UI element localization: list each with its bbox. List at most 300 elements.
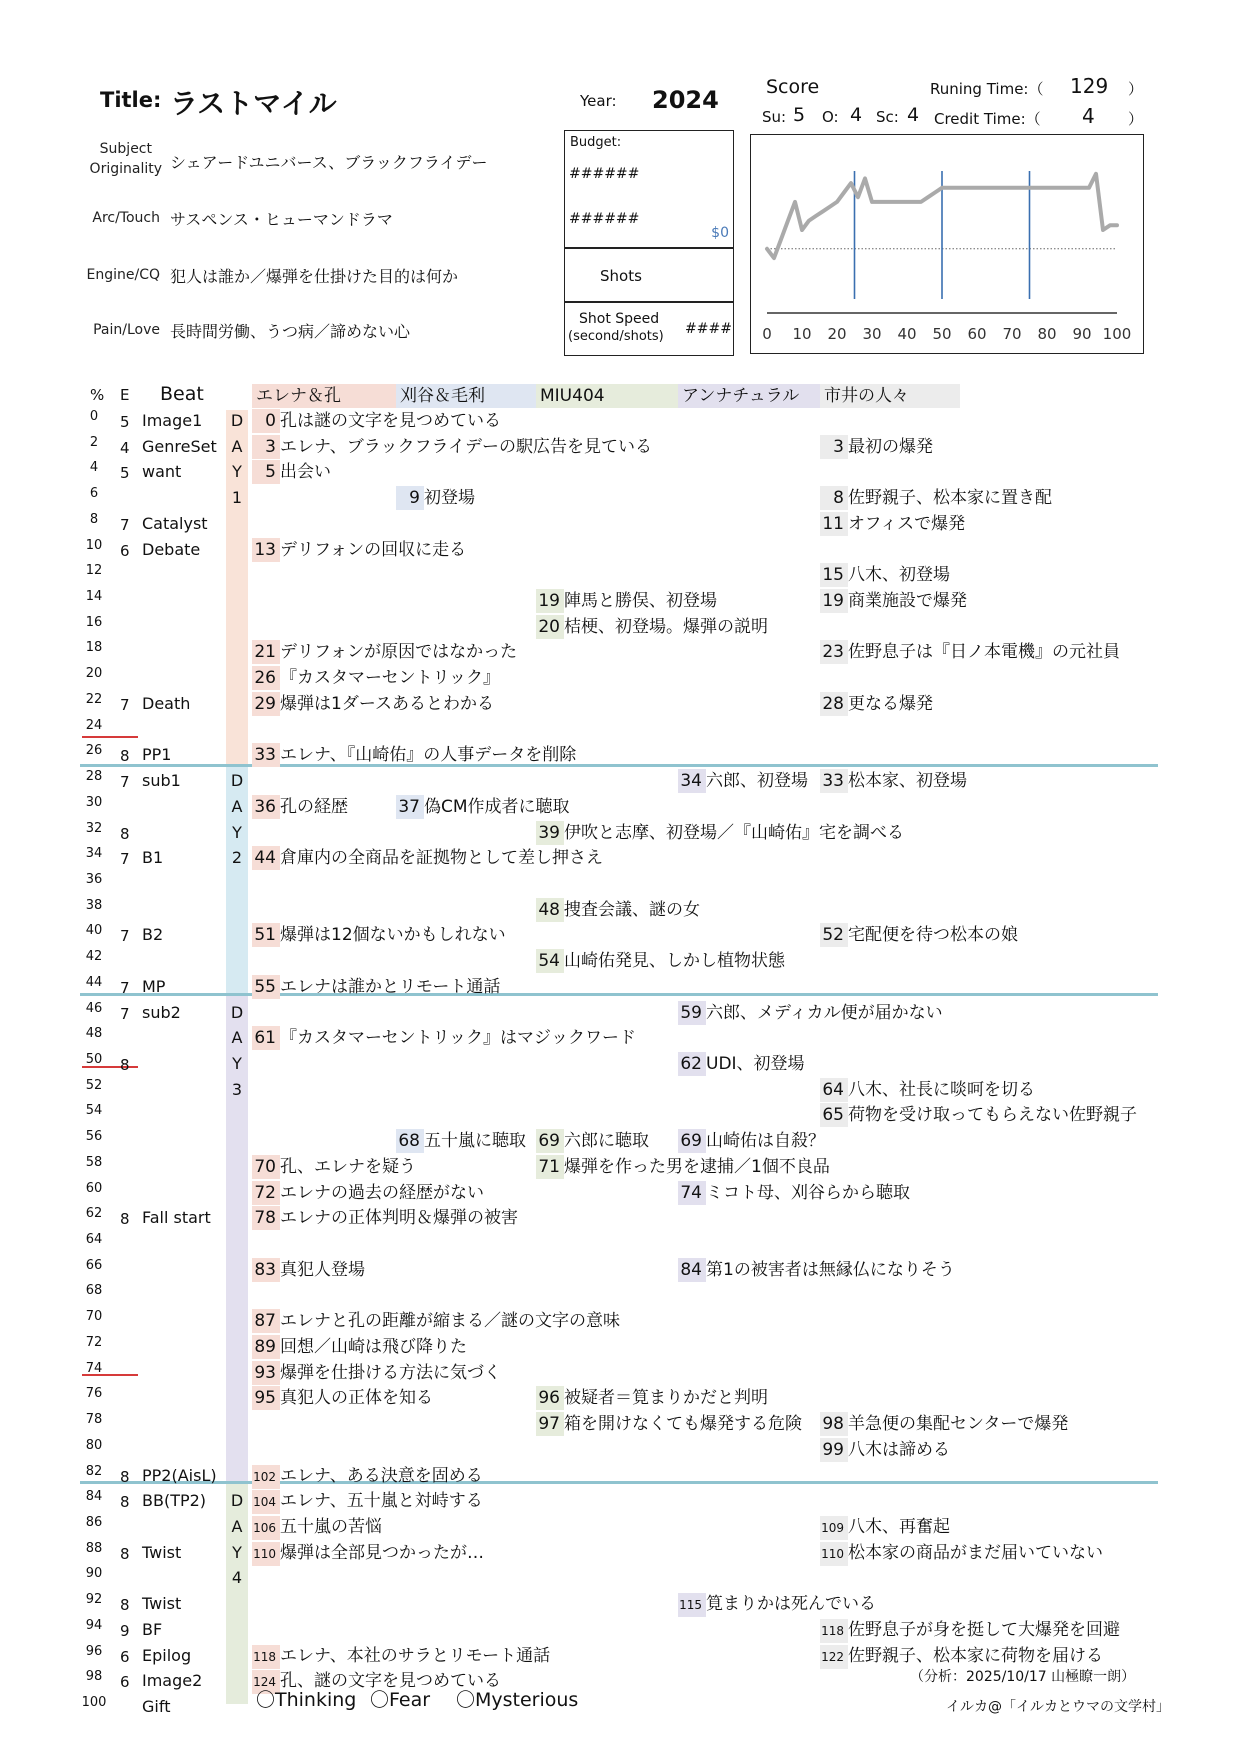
title-label: Title: bbox=[100, 88, 162, 112]
pct-label: 98 bbox=[85, 1669, 103, 1685]
chart-tick-label: 40 bbox=[897, 325, 917, 343]
beat-entry bbox=[252, 975, 500, 999]
pct-label: 12 bbox=[85, 563, 103, 579]
pct-label: 50 bbox=[85, 1052, 103, 1067]
beat-name: Death bbox=[142, 693, 191, 713]
entry-minute: 54 bbox=[536, 949, 564, 973]
emotion-score: 6 bbox=[120, 541, 130, 560]
day-letter: Y bbox=[232, 822, 242, 842]
pct-label: 92 bbox=[85, 1592, 103, 1608]
entry-minute: 64 bbox=[820, 1078, 848, 1102]
pct-label: 48 bbox=[85, 1026, 103, 1042]
entry-minute: 19 bbox=[536, 589, 564, 613]
subject-label-2: Originality bbox=[89, 161, 162, 177]
beat-entry bbox=[252, 1386, 433, 1410]
entry-text: 孔、エレナを疑う bbox=[280, 1156, 416, 1177]
pct-label: 84 bbox=[85, 1489, 103, 1505]
budget-box bbox=[564, 130, 734, 356]
chart-tick-label: 50 bbox=[932, 325, 952, 343]
pct-label: 6 bbox=[89, 486, 99, 502]
emotion-score: 7 bbox=[120, 927, 130, 946]
beat-entry bbox=[678, 1001, 943, 1025]
entry-minute: 34 bbox=[678, 769, 706, 793]
pct-label: 0 bbox=[89, 409, 99, 424]
pct-label: 26 bbox=[85, 743, 103, 759]
beat-entry bbox=[820, 640, 1120, 664]
sc-label: Sc: bbox=[876, 108, 899, 126]
arc-value: サスペンス・ヒューマンドラマ bbox=[170, 210, 393, 229]
entry-text: エレナ、ある決意を固める bbox=[280, 1465, 483, 1486]
entry-minute: 99 bbox=[820, 1438, 848, 1462]
entry-minute: 69 bbox=[678, 1129, 706, 1153]
day-letter: A bbox=[231, 796, 243, 816]
emotion-score: 6 bbox=[120, 1673, 130, 1692]
beat-entry bbox=[536, 1155, 830, 1179]
o-value: 4 bbox=[850, 104, 863, 126]
day-letter: D bbox=[230, 411, 244, 430]
day-letter: Y bbox=[232, 1542, 242, 1562]
subject-label-1: Subject bbox=[99, 141, 152, 157]
beat-name: Twist bbox=[142, 1594, 182, 1614]
entry-minute: 23 bbox=[820, 640, 848, 664]
year-value: 2024 bbox=[652, 86, 719, 114]
emotion-score: 8 bbox=[120, 1544, 130, 1563]
entry-text: 五十嵐の苦悩 bbox=[280, 1516, 382, 1537]
pct-label: 40 bbox=[85, 923, 103, 939]
entry-text: 八木、初登場 bbox=[848, 565, 950, 586]
entry-text: デリフォンの回収に走る bbox=[280, 539, 467, 560]
entry-text: 桔梗、初登場。爆弾の説明 bbox=[564, 616, 768, 637]
sc-value: 4 bbox=[907, 104, 920, 126]
pct-label: 58 bbox=[85, 1154, 103, 1170]
emotion-score: 7 bbox=[120, 1004, 130, 1023]
entry-text: 伊吹と志摩、初登場／『山崎佑』宅を調べる bbox=[564, 822, 904, 843]
entry-minute: 122 bbox=[820, 1645, 848, 1669]
pct-label: 96 bbox=[85, 1643, 103, 1659]
entry-minute: 37 bbox=[396, 795, 424, 819]
entry-text: 真犯人の正体を知る bbox=[280, 1388, 433, 1409]
entry-minute: 106 bbox=[252, 1516, 280, 1540]
day-letter: D bbox=[230, 1491, 244, 1511]
emotion-score: 8 bbox=[120, 1493, 130, 1512]
shot-speed-label-2: (second/shots) bbox=[568, 329, 664, 344]
entry-text: 荷物を受け取ってもらえない佐野親子 bbox=[848, 1105, 1137, 1126]
beat-entry bbox=[678, 1592, 876, 1616]
beat-name: Debate bbox=[142, 539, 201, 559]
beat-entry bbox=[252, 1489, 483, 1513]
beat-name: Catalyst bbox=[142, 513, 208, 533]
entry-text: 偽CM作成者に聴取 bbox=[424, 796, 570, 817]
budget-dollar: $0 bbox=[711, 225, 729, 241]
beat-entry bbox=[536, 949, 785, 973]
emotion-score: 8 bbox=[120, 1210, 130, 1229]
pct-label: 20 bbox=[85, 666, 103, 682]
beat-entry bbox=[536, 898, 700, 922]
beat-entry bbox=[820, 1618, 1120, 1642]
shot-speed-value: #### bbox=[685, 321, 732, 337]
entry-minute: 19 bbox=[820, 589, 848, 613]
beat-entry bbox=[820, 769, 967, 793]
entry-minute: 71 bbox=[536, 1155, 564, 1179]
day-letter: Y bbox=[232, 1054, 242, 1073]
entry-minute: 89 bbox=[252, 1335, 280, 1359]
score-label: Score bbox=[766, 76, 820, 98]
entry-minute: 74 bbox=[678, 1181, 706, 1205]
entry-minute: 20 bbox=[536, 615, 564, 639]
entry-text: 五十嵐に聴取 bbox=[424, 1131, 526, 1152]
entry-text: エレナは誰かとリモート通話 bbox=[280, 976, 501, 997]
beat-entry bbox=[820, 563, 950, 587]
entry-text: 松本家の商品がまだ届いていない bbox=[848, 1542, 1103, 1563]
entry-text: 羊急便の集配センターで爆発 bbox=[848, 1414, 1069, 1435]
entry-minute: 110 bbox=[820, 1542, 848, 1566]
entry-text: 八木、社長に啖呵を切る bbox=[848, 1079, 1035, 1100]
budget-divider-2 bbox=[565, 301, 733, 303]
entry-text: 倉庫内の全商品を証拠物として差し押さえ bbox=[280, 848, 603, 869]
pct-label: 88 bbox=[85, 1540, 103, 1556]
emotion-score: 7 bbox=[120, 978, 130, 997]
entry-text: オフィスで爆発 bbox=[848, 513, 966, 534]
beat-header: Beat bbox=[160, 383, 204, 405]
entry-minute: 36 bbox=[252, 795, 280, 819]
beat-name: Image2 bbox=[142, 1671, 203, 1691]
pct-label: 4 bbox=[89, 460, 99, 476]
day-letter: D bbox=[230, 1002, 244, 1022]
entry-minute: 28 bbox=[820, 692, 848, 716]
pct-label: 60 bbox=[85, 1180, 103, 1196]
beat-entry bbox=[252, 1155, 416, 1179]
entry-minute: 3 bbox=[820, 435, 848, 459]
entry-text: エレナの正体判明＆爆弾の被害 bbox=[280, 1208, 518, 1229]
entry-text: 佐野息子が身を挺して大爆発を回避 bbox=[848, 1619, 1120, 1640]
pct-label: 64 bbox=[85, 1232, 103, 1248]
entry-text: 最初の爆発 bbox=[848, 436, 933, 457]
column-header-c2: 刈谷＆毛利 bbox=[396, 384, 536, 408]
beat-entry bbox=[820, 1515, 950, 1539]
shot-speed-label-1: Shot Speed bbox=[579, 311, 660, 327]
beat-entry bbox=[252, 1026, 636, 1050]
chart-tick-label: 30 bbox=[862, 325, 882, 343]
chart-tick-label: 60 bbox=[967, 325, 987, 343]
entry-text: エレナ、『山崎佑』の人事データを削除 bbox=[280, 745, 577, 766]
emotion-score: 5 bbox=[120, 464, 130, 483]
budget-label: Budget: bbox=[570, 135, 622, 150]
entry-text: エレナと孔の距離が縮まる／謎の文字の意味 bbox=[280, 1311, 620, 1332]
entry-text: 山崎佑は自殺？ bbox=[706, 1131, 825, 1152]
pct-label: 100 bbox=[81, 1695, 107, 1710]
emotion-score: 8 bbox=[120, 1467, 130, 1486]
entry-text: 爆弾を作った男を逮捕／1個不良品 bbox=[564, 1156, 830, 1177]
entry-minute: 104 bbox=[252, 1490, 280, 1514]
gift-mysterious: 〇Mysterious bbox=[456, 1689, 579, 1711]
day-letter: 1 bbox=[231, 488, 243, 508]
entry-text: エレナ、五十嵐と対峙する bbox=[280, 1491, 483, 1512]
entry-text: 八木は諦める bbox=[848, 1439, 950, 1460]
column-header-c3: MIU404 bbox=[536, 384, 678, 408]
beat-entry bbox=[820, 1078, 1035, 1102]
entry-text: 初登場 bbox=[424, 488, 475, 509]
running-time-value: 129 bbox=[1070, 74, 1109, 98]
emotion-score: 5 bbox=[120, 413, 130, 431]
entry-text: 六郎、初登場 bbox=[706, 771, 808, 792]
entry-minute: 39 bbox=[536, 821, 564, 845]
beat-entry bbox=[252, 1309, 620, 1333]
entry-minute: 70 bbox=[252, 1155, 280, 1179]
beat-entry bbox=[396, 795, 570, 819]
entry-text: 被疑者＝筧まりかだと判明 bbox=[564, 1388, 768, 1409]
beat-entry bbox=[536, 589, 717, 613]
su-value: 5 bbox=[793, 104, 806, 126]
entry-text: 更なる爆発 bbox=[848, 693, 933, 714]
entry-text: 真犯人登場 bbox=[280, 1259, 365, 1280]
beat-entry bbox=[252, 409, 501, 433]
pct-label: 8 bbox=[89, 511, 99, 527]
beat-entry bbox=[536, 1386, 768, 1410]
pct-label: 70 bbox=[85, 1309, 103, 1325]
emotion-score: 8 bbox=[120, 824, 130, 843]
chart-tick-label: 20 bbox=[827, 325, 847, 343]
entry-text: 宅配便を待つ松本の娘 bbox=[848, 925, 1018, 946]
pct-label: 80 bbox=[85, 1437, 103, 1453]
emotion-score: 7 bbox=[120, 695, 130, 714]
section-divider-day3 bbox=[80, 993, 1158, 996]
pct-label: 24 bbox=[85, 717, 103, 733]
entry-text: UDI、初登場 bbox=[706, 1054, 805, 1074]
day-letter: A bbox=[231, 1516, 243, 1536]
credit-time-value: 4 bbox=[1082, 104, 1095, 128]
entry-text: 松本家、初登場 bbox=[848, 771, 967, 792]
entry-minute: 118 bbox=[820, 1619, 848, 1643]
entry-minute: 11 bbox=[820, 512, 848, 536]
entry-minute: 84 bbox=[678, 1258, 706, 1282]
credit-time-close: ） bbox=[1128, 110, 1144, 128]
su-label: Su: bbox=[762, 108, 787, 126]
beat-name: Twist bbox=[142, 1542, 182, 1562]
score-chart bbox=[751, 135, 1142, 352]
entry-text: エレナ、本社のサラとリモート通話 bbox=[280, 1645, 551, 1666]
beat-name: BB(TP2) bbox=[142, 1491, 207, 1511]
entry-minute: 115 bbox=[678, 1593, 706, 1617]
entry-text: ミコト母、刈谷らから聴取 bbox=[706, 1182, 910, 1203]
entry-text: 爆弾は12個ないかもしれない bbox=[280, 925, 506, 946]
pct-label: 10 bbox=[85, 537, 103, 553]
beat-entry bbox=[536, 821, 904, 845]
entry-minute: 118 bbox=[252, 1645, 280, 1669]
o-label: O: bbox=[822, 108, 839, 126]
pct-label: 94 bbox=[85, 1617, 103, 1633]
beat-entry bbox=[252, 795, 348, 819]
beat-entry bbox=[536, 1412, 802, 1436]
entry-minute: 110 bbox=[252, 1542, 280, 1566]
arc-label: Arc/Touch bbox=[92, 210, 160, 226]
section-divider-day2 bbox=[80, 764, 1158, 767]
column-header-c5: 市井の人々 bbox=[820, 384, 960, 408]
pct-label: 52 bbox=[85, 1077, 103, 1093]
running-time-close: ） bbox=[1128, 80, 1144, 98]
day-letter: D bbox=[230, 771, 244, 791]
pct-label: 30 bbox=[85, 794, 103, 810]
emotion-score: 4 bbox=[120, 438, 130, 457]
entry-text: 山崎佑発見、しかし植物状態 bbox=[564, 951, 785, 972]
entry-minute: 83 bbox=[252, 1258, 280, 1282]
pct-label: 18 bbox=[85, 640, 103, 656]
emotion-score: 8 bbox=[120, 747, 130, 766]
entry-minute: 87 bbox=[252, 1309, 280, 1333]
entry-minute: 3 bbox=[252, 435, 280, 459]
pct-label: 66 bbox=[85, 1257, 103, 1273]
engine-value: 犯人は誰か／爆弾を仕掛けた目的は何か bbox=[170, 267, 459, 286]
entry-minute: 44 bbox=[252, 846, 280, 870]
entry-text: 孔は謎の文字を見つめている bbox=[280, 411, 501, 431]
pct-label: 78 bbox=[85, 1412, 103, 1428]
entry-text: エレナの過去の経歴がない bbox=[280, 1182, 484, 1203]
beat-entry bbox=[252, 1361, 501, 1385]
beat-entry bbox=[252, 1515, 382, 1539]
pct-label: 38 bbox=[85, 897, 103, 913]
chart-tick-label: 90 bbox=[1072, 325, 1092, 343]
beat-entry bbox=[820, 1644, 1103, 1668]
chart-tick-label: 80 bbox=[1037, 325, 1057, 343]
beat-entry bbox=[678, 769, 808, 793]
chart-tick-label: 100 bbox=[1102, 325, 1132, 343]
column-header-c1: エレナ＆孔 bbox=[252, 384, 396, 408]
emotion-score: 8 bbox=[120, 1056, 130, 1074]
pct-label: 22 bbox=[85, 691, 103, 707]
entry-minute: 33 bbox=[252, 743, 280, 767]
entry-minute: 48 bbox=[536, 898, 564, 922]
e-header: E bbox=[120, 386, 130, 404]
entry-minute: 52 bbox=[820, 923, 848, 947]
section-divider-day4 bbox=[80, 1481, 1158, 1484]
beat-entry bbox=[252, 435, 652, 459]
analysis-note: （分析：2025/10/17 山極瞭一朗） bbox=[910, 1669, 1136, 1685]
beat-entry bbox=[252, 846, 603, 870]
beat-entry bbox=[252, 460, 331, 484]
pct-label: 32 bbox=[85, 820, 103, 836]
beat-name: Image1 bbox=[142, 411, 203, 430]
entry-minute: 21 bbox=[252, 640, 280, 664]
pct-label: 72 bbox=[85, 1334, 103, 1350]
entry-minute: 65 bbox=[820, 1103, 848, 1127]
entry-text: 爆弾を仕掛ける方法に気づく bbox=[280, 1362, 501, 1383]
day-letter: A bbox=[231, 436, 243, 456]
emotion-score: 7 bbox=[120, 850, 130, 869]
entry-minute: 96 bbox=[536, 1386, 564, 1410]
act-marker-25 bbox=[82, 736, 138, 738]
entry-minute: 55 bbox=[252, 975, 280, 999]
budget-value-2: ###### bbox=[569, 211, 640, 227]
entry-minute: 9 bbox=[396, 486, 424, 510]
column-header-c4: アンナチュラル bbox=[678, 384, 820, 408]
engine-label: Engine/CQ bbox=[86, 267, 160, 283]
entry-text: 第1の被害者は無縁仏になりそう bbox=[706, 1259, 955, 1280]
entry-minute: 78 bbox=[252, 1206, 280, 1230]
entry-minute: 5 bbox=[252, 460, 280, 484]
day-letter: 3 bbox=[231, 1079, 243, 1099]
pain-label: Pain/Love bbox=[93, 322, 160, 338]
beat-entry bbox=[820, 435, 933, 459]
beat-entry bbox=[820, 1541, 1103, 1565]
pct-label: 86 bbox=[85, 1514, 103, 1530]
entry-text: 回想／山崎は飛び降りた bbox=[280, 1336, 467, 1357]
beat-entry bbox=[252, 1258, 365, 1282]
entry-minute: 72 bbox=[252, 1181, 280, 1205]
score-chart-box bbox=[750, 134, 1144, 354]
entry-text: デリフォンが原因ではなかった bbox=[280, 642, 518, 663]
pct-label: 34 bbox=[85, 846, 103, 862]
entry-minute: 51 bbox=[252, 923, 280, 947]
beat-name: want bbox=[142, 462, 182, 482]
entry-minute: 98 bbox=[820, 1412, 848, 1436]
beat-entry bbox=[820, 923, 1018, 947]
emotion-score: 7 bbox=[120, 515, 130, 534]
gift-thinking: 〇Thinking bbox=[256, 1689, 357, 1711]
beat-entry bbox=[252, 666, 500, 690]
entry-minute: 29 bbox=[252, 692, 280, 716]
beat-entry bbox=[252, 1206, 518, 1230]
page-title: ラストマイル bbox=[170, 87, 337, 120]
pct-label: 68 bbox=[85, 1283, 103, 1299]
beat-entry bbox=[536, 1129, 649, 1153]
entry-text: 佐野親子、松本家に置き配 bbox=[848, 488, 1052, 509]
beat-name: PP2(AisL) bbox=[142, 1465, 217, 1485]
beat-entry bbox=[252, 923, 506, 947]
entry-minute: 68 bbox=[396, 1129, 424, 1153]
credit-time-label: Credit Time:（ bbox=[934, 110, 1041, 128]
subject-value: シェアードユニバース、ブラックフライデー bbox=[170, 153, 488, 172]
entry-text: 商業施設で爆発 bbox=[848, 591, 967, 612]
beat-entry bbox=[536, 615, 768, 639]
beat-entry bbox=[252, 1335, 467, 1359]
pct-label: 90 bbox=[85, 1566, 103, 1582]
pct-label: 28 bbox=[85, 769, 103, 785]
entry-minute: 102 bbox=[252, 1465, 280, 1489]
beat-entry bbox=[252, 743, 576, 767]
beat-entry bbox=[820, 486, 1052, 510]
beat-entry bbox=[252, 640, 517, 664]
entry-text: 佐野親子、松本家に荷物を届ける bbox=[848, 1645, 1103, 1666]
beat-entry bbox=[252, 1181, 484, 1205]
emotion-score: 8 bbox=[120, 1596, 130, 1615]
pct-label: 76 bbox=[85, 1386, 103, 1402]
entry-text: 『カスタマーセントリック』はマジックワード bbox=[280, 1028, 636, 1049]
entry-text: 佐野息子は『日ノ本電機』の元社員 bbox=[848, 642, 1120, 663]
beat-entry bbox=[678, 1129, 825, 1153]
beat-name: Epilog bbox=[142, 1645, 192, 1665]
pct-label: 56 bbox=[85, 1129, 103, 1145]
emotion-score: 6 bbox=[120, 1647, 130, 1666]
beat-name: Gift bbox=[142, 1697, 171, 1716]
beat-entry bbox=[820, 1103, 1137, 1127]
chart-tick-label: 70 bbox=[1002, 325, 1022, 343]
beat-name: sub2 bbox=[142, 1002, 181, 1022]
pct-label: 36 bbox=[85, 871, 103, 887]
beat-entry bbox=[396, 486, 475, 510]
pct-label: 62 bbox=[85, 1206, 103, 1222]
beat-entry bbox=[252, 692, 494, 716]
pct-label: 44 bbox=[85, 974, 103, 990]
entry-minute: 59 bbox=[678, 1001, 706, 1025]
day-letter: 4 bbox=[231, 1568, 243, 1588]
chart-tick-label: 0 bbox=[762, 325, 772, 343]
entry-text: エレナ、ブラックフライデーの駅広告を見ている bbox=[280, 436, 652, 457]
entry-text: 出会い bbox=[280, 462, 331, 483]
entry-text: 爆弾は全部見つかったが… bbox=[280, 1542, 484, 1563]
entry-text: 孔、謎の文字を見つめている bbox=[280, 1671, 501, 1692]
entry-minute: 62 bbox=[678, 1052, 706, 1076]
entry-text: 孔の経歴 bbox=[280, 796, 348, 817]
beat-name: GenreSet bbox=[142, 436, 217, 456]
